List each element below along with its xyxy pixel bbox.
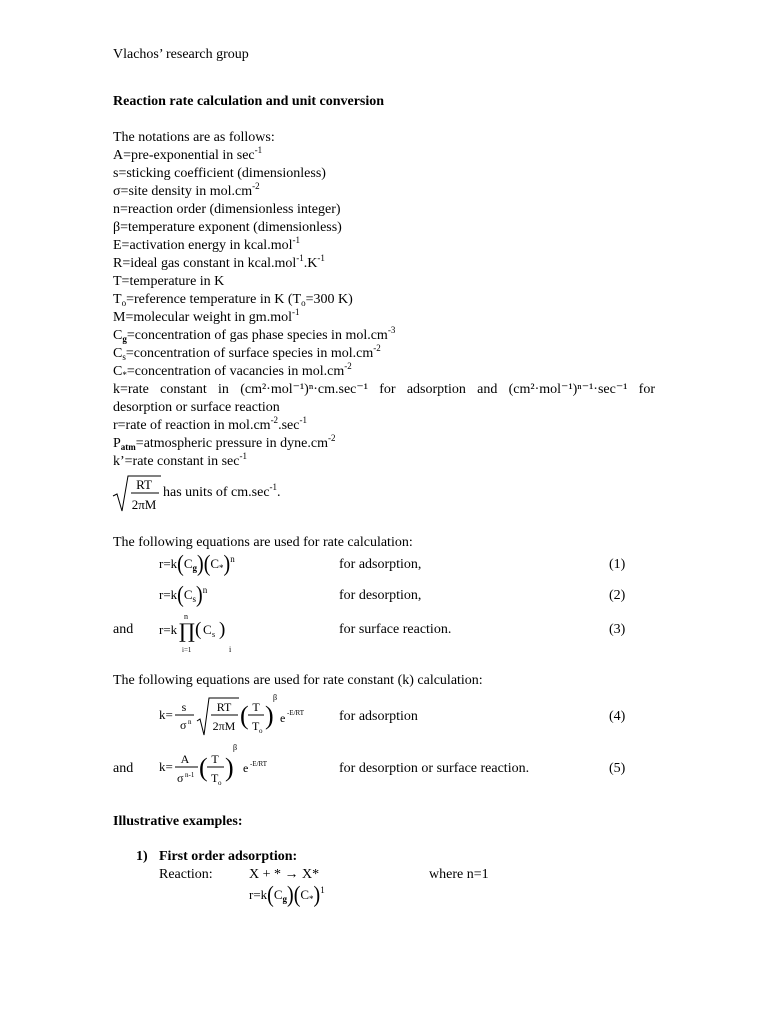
product-equation-symbol — [159, 610, 239, 654]
svg-text:k=: k= — [159, 759, 173, 774]
svg-text:T: T — [252, 719, 260, 733]
svg-text:): ) — [219, 619, 226, 640]
svg-text:σ: σ — [177, 771, 184, 785]
document-title: Reaction rate calculation and unit conversion — [113, 94, 385, 109]
examples-heading: Illustrative examples: — [113, 814, 243, 829]
equation-4 — [159, 689, 324, 744]
svg-text:e: e — [243, 761, 249, 775]
notation-E: E=activation energy in kcal.mol$^{-1}$ — [113, 235, 300, 253]
svg-text:σ: σ — [180, 718, 187, 732]
svg-text:-E/RT: -E/RT — [287, 709, 305, 717]
and-label-eq5: and — [113, 761, 134, 776]
equation-5 — [159, 741, 294, 796]
svg-text:s: s — [181, 700, 187, 714]
example-1-number: 1) — [136, 849, 148, 864]
equation-5-number: (5) — [609, 761, 626, 776]
svg-text:T: T — [252, 700, 260, 714]
svg-text:e: e — [280, 711, 286, 725]
svg-text:T: T — [211, 752, 219, 766]
svg-text:(: ( — [199, 753, 208, 782]
svg-text:β: β — [233, 743, 238, 752]
sqrt-rt-2pim-symbol — [113, 474, 161, 514]
notation-Cs: $C_s=concentration$ of surface species in $mol.cm^{-2}$ — [113, 343, 381, 362]
svg-text:(: ( — [195, 619, 202, 640]
example-1-rate-equation: $r=k(C_g)(C_*)^1$ — [249, 882, 325, 908]
and-label-eq3: and — [113, 622, 134, 637]
equation-1: $r=k(C_g)(C_*)^n$ — [159, 551, 235, 577]
svg-text:): ) — [265, 701, 274, 730]
notation-n: n=reaction order (dimensionless integer) — [113, 202, 341, 217]
equation-3-desc: for surface reaction. — [339, 622, 452, 637]
notation-s: s=sticking coefficient (dimensionless) — [113, 166, 326, 181]
svg-text:T: T — [211, 771, 219, 785]
constant-section-intro: The following equations are used for rate constant (k) calculation: — [113, 673, 483, 688]
svg-text:i=1: i=1 — [182, 646, 192, 654]
header-group: Vlachos’ research group — [113, 47, 249, 62]
notation-T: T=temperature in K — [113, 274, 225, 289]
notation-k — [113, 381, 655, 417]
notations-intro: The notations are as follows: — [113, 130, 275, 145]
notation-R: R=ideal gas constant in $kcal.mol^{-1}.K^{-1}$ — [113, 253, 325, 271]
equation-5-formula — [159, 741, 294, 791]
notation-To: $T_o=reference$ temperature in K ($T_o=300$ K) — [113, 292, 353, 308]
equation-2-number: (2) — [609, 588, 626, 603]
example-1-title: First order adsorption: — [159, 849, 298, 864]
svg-text:i: i — [229, 645, 232, 654]
svg-text:o: o — [259, 727, 263, 735]
notation-kprime: k’=rate constant in $\sec^{-1}$ — [113, 451, 247, 469]
svg-text:-E/RT: -E/RT — [250, 760, 268, 768]
equation-4-desc: for adsorption — [339, 709, 418, 724]
example-1-reaction: X + * → X* — [249, 867, 320, 882]
notation-k-line1: k=rate constant in (cm²·mol⁻¹)ⁿ·cm.sec⁻¹ for adsorption and (cm²·mol⁻¹)ⁿ⁻¹·sec⁻¹ for — [113, 382, 655, 397]
svg-text:β: β — [273, 693, 278, 702]
notation-Cv: $C_*=concentration$ of vacancies in $mol.cm^{-2}$ — [113, 361, 352, 380]
example-1-reaction-label: Reaction: — [159, 867, 213, 882]
example-1-where: where n=1 — [429, 867, 489, 882]
notation-Cg: $C_g=concentration$ of gas phase species in $mol.cm^{-3}$ — [113, 325, 396, 344]
notation-Patm: $P_{atm}=atmospheric$ pressure in $dyne.cm^{-2}$ — [113, 433, 336, 452]
svg-text:o: o — [218, 779, 222, 787]
equation-3 — [159, 610, 239, 659]
equation-1-desc: for adsorption, — [339, 557, 422, 572]
svg-text:r=k: r=k — [159, 622, 178, 637]
equation-3-number: (3) — [609, 622, 626, 637]
notation-A: A=pre-exponential in $\sec^{-1}$ — [113, 145, 263, 163]
svg-text:RT: RT — [136, 477, 152, 492]
equation-1-number: (1) — [609, 557, 626, 572]
svg-text:C: C — [203, 622, 212, 637]
sqrt-units-line: RT 2πM has units of $cm.\sec^{-1}$. — [113, 474, 161, 519]
notation-sigma: σ=site density in $mol.cm^{-2}$ — [113, 181, 260, 199]
rate-section-intro: The following equations are used for rate calculation: — [113, 535, 413, 550]
equation-5-desc: for desorption or surface reaction. — [339, 761, 530, 776]
equation-4-number: (4) — [609, 709, 626, 724]
svg-text:k=: k= — [159, 707, 173, 722]
equation-4-formula — [159, 689, 324, 739]
svg-text:n-1: n-1 — [185, 771, 195, 779]
svg-text:n: n — [184, 612, 188, 621]
notation-M: M=molecular weight in gm.mol$^{-1}$ — [113, 307, 300, 325]
svg-text:2πM: 2πM — [212, 719, 236, 733]
svg-text:n: n — [188, 718, 192, 726]
equation-2-desc: for desorption, — [339, 588, 422, 603]
svg-text:(: ( — [240, 701, 249, 730]
notation-beta: β=temperature exponent (dimensionless) — [113, 220, 342, 235]
equation-2: $r=k(C_s)^n$ — [159, 582, 208, 608]
notation-k-line2: desorption or surface reaction — [113, 400, 280, 415]
svg-text:RT: RT — [216, 700, 232, 714]
svg-text:2πM: 2πM — [131, 497, 157, 512]
svg-text:A: A — [180, 752, 190, 766]
svg-text:∏: ∏ — [179, 619, 195, 643]
svg-text:): ) — [225, 753, 234, 782]
svg-text:s: s — [212, 630, 216, 639]
notation-r: r=rate of reaction in $mol.cm^{-2}.\sec^{-1}$ — [113, 415, 307, 433]
